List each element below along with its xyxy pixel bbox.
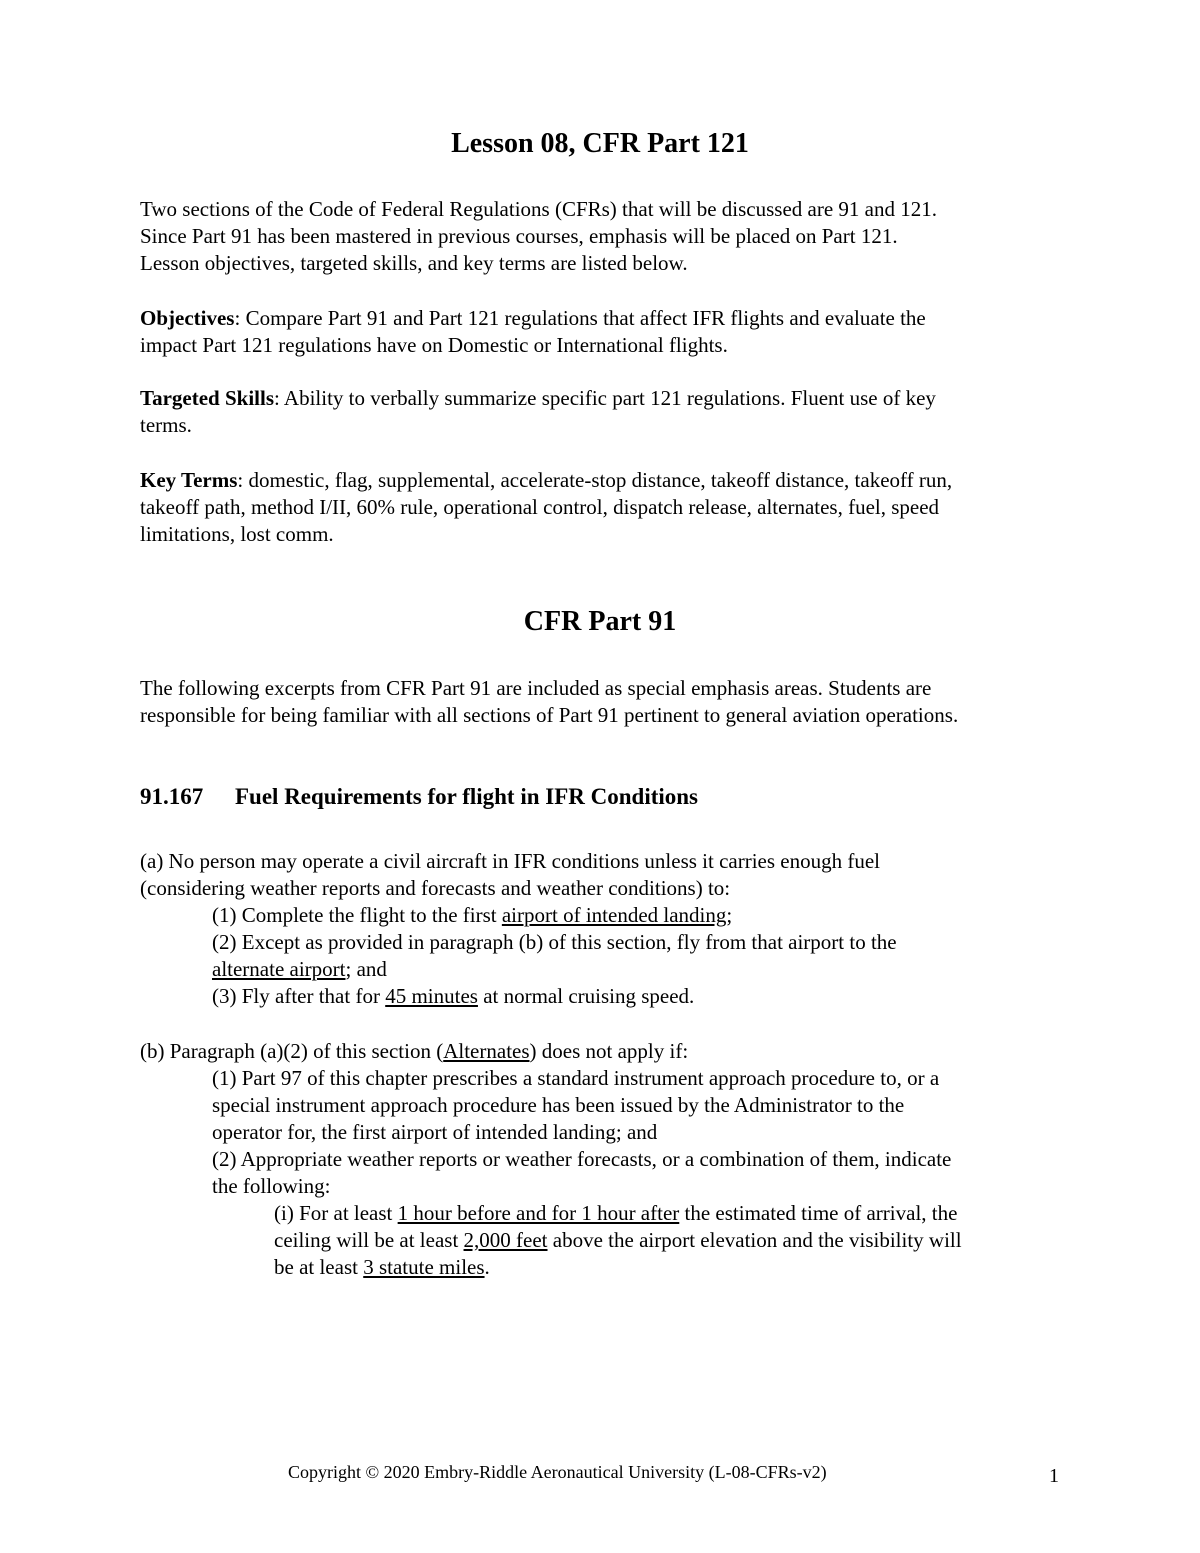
objectives-label: Objectives	[140, 306, 235, 330]
para-a-line: (a) No person may operate a civil aircraft in IFR conditions unless it carries enough fuel	[140, 849, 881, 873]
para-b-sub-i-cont: be at least 3 statute miles.	[274, 1255, 490, 1279]
part91-heading: CFR Part 91	[523, 606, 677, 637]
objectives-text: impact Part 121 regulations have on Domestic or International flights.	[140, 333, 728, 357]
targeted-skills-label: Targeted Skills	[140, 386, 274, 410]
para-b-sub-i-cont: ceiling will be at least 2,000 feet above the airport elevation and the visibility will	[274, 1228, 962, 1252]
page-number: 1	[1049, 1465, 1059, 1487]
part91-intro-line: The following excerpts from CFR Part 91 are included as special emphasis areas. Students are	[140, 676, 932, 700]
lesson-title: Lesson 08, CFR Part 121	[451, 128, 749, 159]
part91-intro-line: responsible for being familiar with all sections of Part 91 pertinent to general aviation operations.	[140, 703, 959, 727]
key-terms-text: limitations, lost comm.	[140, 522, 334, 546]
para-a-item-2: (2) Except as provided in paragraph (b) of this section, fly from that airport to the	[212, 930, 897, 954]
para-b-item-2: (2) Appropriate weather reports or weather forecasts, or a combination of them, indicate	[212, 1147, 952, 1171]
intro-line: Lesson objectives, targeted skills, and key terms are listed below.	[140, 251, 688, 275]
para-b-sub-i: (i) For at least 1 hour before and for 1 hour after the estimated time of arrival, the	[274, 1201, 958, 1225]
para-a-item-1: (1) Complete the flight to the first airport of intended landing;	[212, 903, 733, 927]
objectives-text: : Compare Part 91 and Part 121 regulations that affect IFR flights and evaluate the	[234, 306, 926, 330]
para-a-item-3: (3) Fly after that for 45 minutes at normal cruising speed.	[212, 984, 695, 1008]
intro-line: Since Part 91 has been mastered in previous courses, emphasis will be placed on Part 121.	[140, 224, 898, 248]
key-terms-label: Key Terms	[140, 468, 238, 492]
para-a-item-2-cont: alternate airport; and	[212, 957, 387, 981]
key-terms-text: takeoff path, method I/II, 60% rule, operational control, dispatch release, alternates, fuel, speed	[140, 495, 940, 519]
para-b-item-1: (1) Part 97 of this chapter prescribes a standard instrument approach procedure to, or a	[212, 1066, 940, 1090]
section-number: 91.167	[140, 784, 204, 809]
para-b-item-1-cont: operator for, the first airport of intended landing; and	[212, 1120, 658, 1144]
section-heading	[140, 782, 698, 812]
para-b-line: (b) Paragraph (a)(2) of this section (Alternates) does not apply if:	[140, 1039, 689, 1063]
targeted-skills-text: : Ability to verbally summarize specific part 121 regulations. Fluent use of key	[274, 386, 936, 410]
intro-line: Two sections of the Code of Federal Regulations (CFRs) that will be discussed are 91 and 121.	[140, 197, 937, 221]
targeted-skills-text: terms.	[140, 413, 192, 437]
section-title: Fuel Requirements for flight in IFR Conditions	[235, 784, 699, 809]
para-a-line: (considering weather reports and forecasts and weather conditions) to:	[140, 876, 731, 900]
para-b-item-1-cont: special instrument approach procedure has been issued by the Administrator to the	[212, 1093, 905, 1117]
footer-copyright: Copyright © 2020 Embry-Riddle Aeronautical University (L-08-CFRs-v2)	[288, 1462, 827, 1482]
key-terms-text: : domestic, flag, supplemental, accelerate-stop distance, takeoff distance, takeoff run,	[237, 468, 953, 492]
para-b-item-2-cont: the following:	[212, 1174, 331, 1198]
